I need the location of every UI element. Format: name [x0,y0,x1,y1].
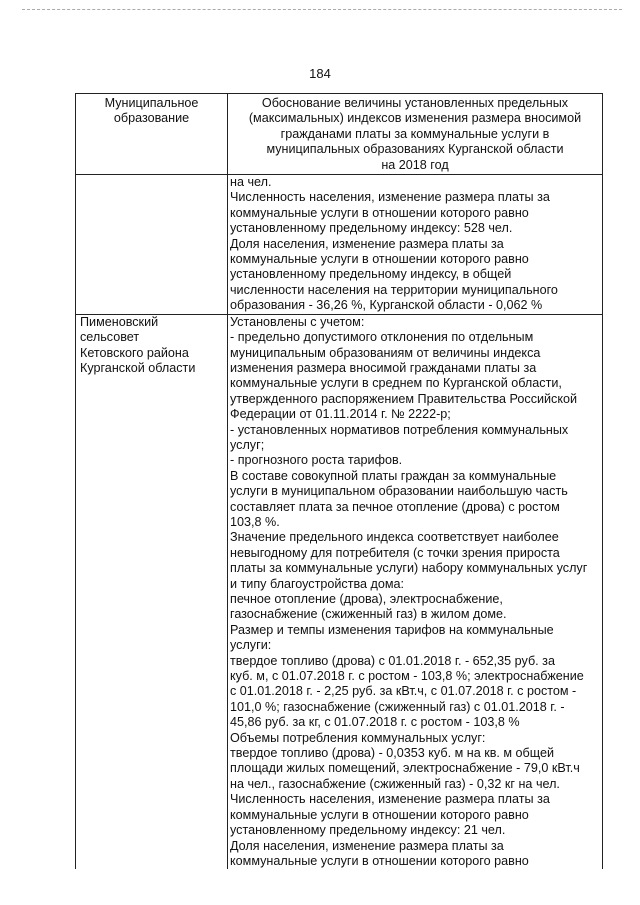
text-line: услуг; [230,437,265,452]
header-municipality [76,94,228,175]
text-line: коммунальные услуги в среднем по Курганской области, [230,376,562,391]
text-line: Размер и темпы изменения тарифов на коммунальные [230,622,554,637]
text-line: Федерации от 01.11.2014 г. № 2222-р; [230,407,451,422]
text-line: - установленных нормативов потребления коммунальных [230,422,569,437]
text-line: Численность населения, изменение размера платы за [230,792,550,807]
justification-cell [228,175,603,315]
text-line: образования - 36,26 %, Курганской области - 0,062 % [230,298,543,313]
text-line: установленному предельному индексу, в общей [230,267,512,282]
text-line: печное отопление (дрова), электроснабжение, [230,592,503,606]
text-line: твердое топливо (дрова) - 0,0353 куб. м на кв. м общей [230,746,555,761]
text-line: коммунальные услуги в отношении которого равно [230,807,529,822]
page-number: 184 [309,66,331,81]
text-line: муниципальных образованиях Курганской области [266,142,564,157]
text-line: Доля населения, изменение размера платы за [230,236,504,251]
text-line: Муниципальное [104,96,199,110]
text-line: 103,8 %. [230,514,280,529]
table-row [76,175,603,315]
text-line: изменения размера вносимой гражданами платы за [230,360,537,375]
text-line: - предельно допустимого отклонения по отдельным [230,330,534,345]
text-line: невыгодному для потребителя (с точки зрения прироста [230,545,560,560]
text-line: муниципальным образованиям от величины индекса [230,345,541,360]
text-line: образование [113,111,190,126]
text-line: на 2018 год [381,157,449,172]
text-line: услуги: [230,638,272,653]
text-line: 45,86 руб. за кг, с 01.07.2018 г. с ростом - 103,8 % [230,715,520,730]
text-line: Доля населения, изменение размера платы за [230,838,504,853]
scan-edge-line [22,9,622,10]
table-header-row [76,94,603,175]
text-line: площади жилых помещений, электроснабжение - 79,0 кВт.ч [230,761,580,776]
text-line: установленному предельному индексу: 528 чел. [230,221,513,236]
text-line: твердое топливо (дрова) с 01.01.2018 г. - 652,35 руб. за [230,653,555,668]
tariff-index-table [75,93,603,869]
text-line: с 01.01.2018 г. - 2,25 руб. за кВт.ч, с 01.07.2018 г. с ростом - [230,684,577,699]
text-line: сельсовет [80,330,140,345]
text-line: Кетовского района [80,345,189,360]
text-line: Объемы потребления коммунальных услуг: [230,730,486,745]
text-line: услуги в муниципальном образовании наибольшую часть [230,484,568,499]
text-line: гражданами платы за коммунальные услуги в [280,126,550,141]
text-line: коммунальные услуги в отношении которого равно [230,252,529,267]
text-line: на чел. [230,175,272,190]
text-line: Значение предельного индекса соответствует наиболее [230,530,559,545]
table-row [76,314,603,869]
municipality-cell [76,175,228,315]
text-line: Курганской области [80,360,196,375]
text-line: Обоснование величины установленных предельных [261,96,569,110]
text-line: Установлены с учетом: [230,314,365,329]
text-line: платы за коммунальные услуги) набору коммунальных услуг [230,561,588,576]
municipality-cell [76,314,228,869]
text-line: на чел., газоснабжение (сжиженный газ) - 0,32 кг на чел. [230,776,560,791]
text-line: Численность населения, изменение размера платы за [230,190,550,205]
text-line: коммунальные услуги в отношении которого равно [230,853,529,868]
text-line: Пименовский [80,314,159,329]
text-line: утвержденного распоряжением Правительства Российской [230,391,578,406]
text-line: куб. м, с 01.07.2018 г. с ростом - 103,8 %; электроснабжение [230,669,584,684]
text-line: установленному предельному индексу: 21 чел. [230,823,506,838]
text-line: коммунальные услуги в отношении которого равно [230,205,529,220]
text-line: 101,0 %; газоснабжение (сжиженный газ) с 01.01.2018 г. - [230,699,565,714]
text-line: и типу благоустройства дома: [230,576,405,591]
text-line: (максимальных) индексов изменения размера вносимой [248,111,582,126]
text-line: составляет плата за печное отопление (дрова) с ростом [230,499,560,514]
justification-cell [228,314,603,869]
text-line: - прогнозного роста тарифов. [230,453,403,468]
text-line: В составе совокупной платы граждан за коммунальные [230,468,557,483]
text-line: газоснабжение (сжиженный газ) в жилом доме. [230,607,507,622]
header-justification [228,94,603,175]
text-line: численности населения на территории муниципального [230,282,558,297]
